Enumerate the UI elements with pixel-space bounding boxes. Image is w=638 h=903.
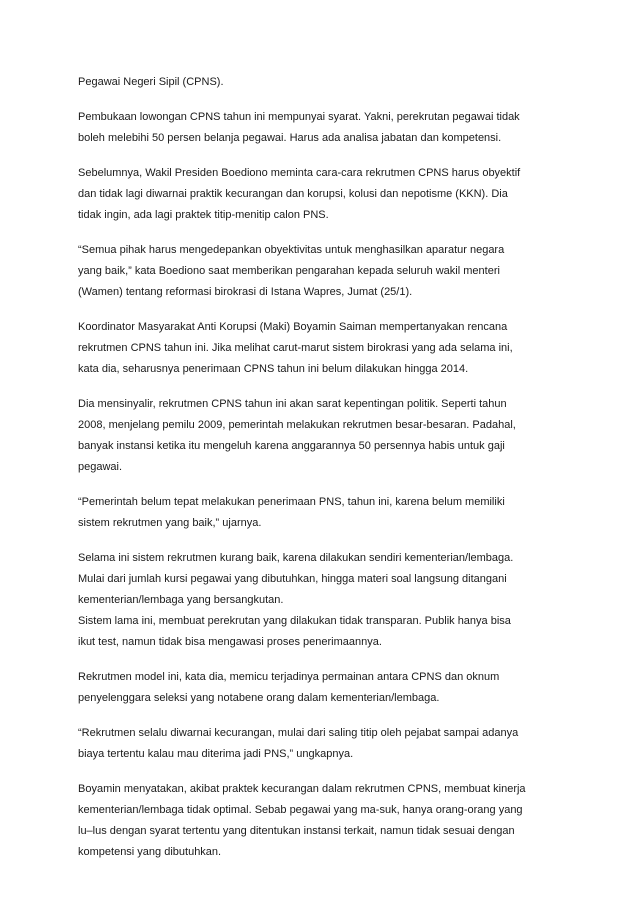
paragraph-3 (78, 163, 568, 226)
text-line: “Semua pihak harus mengedepankan obyektivitas untuk menghasilkan aparatur negara (78, 244, 505, 256)
text-line: penyelenggara seleksi yang notabene orang dalam kementerian/lembaga. (78, 692, 440, 704)
text-line: Dia mensinyalir, rekrutmen CPNS tahun ini akan sarat kepentingan politik. Seperti tahun (78, 398, 507, 410)
text-line: banyak instansi ketika itu mengeluh karena anggarannya 50 persennya habis untuk gaji (78, 440, 505, 452)
text-line: sistem rekrutmen yang baik,” ujarnya. (78, 517, 262, 529)
text-line: dan tidak lagi diwarnai praktik kecurangan dan korupsi, kolusi dan nepotisme (KKN). Dia (78, 188, 508, 200)
text-line: ikut test, namun tidak bisa mengawasi proses penerimaannya. (78, 636, 382, 648)
text-line: Koordinator Masyarakat Anti Korupsi (Maki) Boyamin Saiman mempertanyakan rencana (78, 321, 508, 333)
text-line: 2008, menjelang pemilu 2009, pemerintah melakukan rekrutmen besar-besaran. Padahal, (78, 419, 516, 431)
text-line: Sistem lama ini, membuat perekrutan yang dilakukan tidak transparan. Publik hanya bisa (78, 615, 511, 627)
text-line: kementerian/lembaga yang bersangkutan. (78, 594, 284, 606)
paragraph-1 (78, 72, 568, 93)
paragraph-4 (78, 240, 568, 303)
text-line: pegawai. (78, 461, 123, 473)
text-line: yang baik,” kata Boediono saat memberikan pengarahan kepada seluruh wakil menteri (78, 265, 500, 277)
text-line: kementerian/lembaga tidak optimal. Sebab pegawai yang ma-suk, hanya orang-orang yang (78, 804, 523, 816)
text-line: Boyamin menyatakan, akibat praktek kecurangan dalam rekrutmen CPNS, membuat kinerja (78, 783, 526, 795)
text-line: kata dia, seharusnya penerimaan CPNS tahun ini belum dilakukan hingga 2014. (78, 363, 469, 375)
text-line: Selama ini sistem rekrutmen kurang baik, karena dilakukan sendiri kementerian/lembaga. (78, 552, 514, 564)
text-line: “Rekrutmen selalu diwarnai kecurangan, mulai dari saling titip oleh pejabat sampai adanya (78, 727, 519, 739)
paragraph-2 (78, 107, 568, 149)
text-line: boleh melebihi 50 persen belanja pegawai. Harus ada analisa jabatan dan kompetensi. (78, 132, 502, 144)
text-line: Mulai dari jumlah kursi pegawai yang dibutuhkan, hingga materi soal langsung ditangani (78, 573, 507, 585)
text-line: (Wamen) tentang reformasi birokrasi di Istana Wapres, Jumat (25/1). (78, 286, 413, 298)
text-line: Pembukaan lowongan CPNS tahun ini mempunyai syarat. Yakni, perekrutan pegawai tidak (78, 111, 520, 123)
text-line: Rekrutmen model ini, kata dia, memicu terjadinya permainan antara CPNS dan oknum (78, 671, 500, 683)
paragraph-9 (78, 667, 568, 709)
text-line: tidak ingin, ada lagi praktek titip-menitip calon PNS. (78, 209, 329, 221)
text-line: rekrutmen CPNS tahun ini. Jika melihat carut-marut sistem birokrasi yang ada selama ini, (78, 342, 513, 354)
text-line: lu–lus dengan syarat tertentu yang ditentukan instansi terkait, namun tidak sesuai dengan (78, 825, 515, 837)
text-line: Sebelumnya, Wakil Presiden Boediono meminta cara-cara rekrutmen CPNS harus obyektif (78, 167, 521, 179)
text-line: biaya tertentu kalau mau diterima jadi PNS,” ungkapnya. (78, 748, 354, 760)
text-line: Pegawai Negeri Sipil (CPNS). (78, 76, 224, 88)
paragraph-7 (78, 492, 568, 534)
paragraph-6 (78, 394, 568, 478)
paragraph-5 (78, 317, 568, 380)
article-body (78, 72, 568, 863)
paragraph-8 (78, 548, 568, 653)
text-line: kompetensi yang dibutuhkan. (78, 846, 222, 858)
paragraph-11 (78, 779, 568, 863)
paragraph-10 (78, 723, 568, 765)
text-line: “Pemerintah belum tepat melakukan penerimaan PNS, tahun ini, karena belum memiliki (78, 496, 505, 508)
